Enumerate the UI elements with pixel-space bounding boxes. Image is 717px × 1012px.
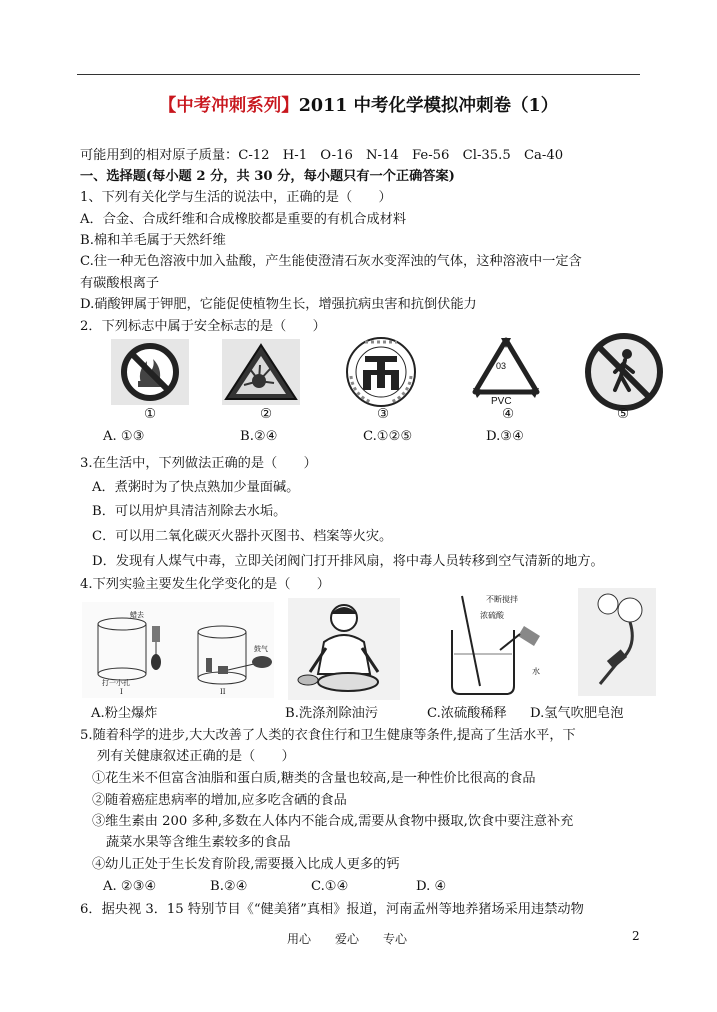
- q5-statement-4: ④幼儿正处于生长发育阶段,需要摄入比成人更多的钙: [92, 857, 400, 872]
- footer-motto-1: 用心: [287, 932, 312, 946]
- q2-label-2: ②: [260, 406, 273, 422]
- q1-option-b: B.棉和羊毛属于天然纤维: [80, 233, 226, 248]
- fig-acid-label: 浓硫酸: [480, 611, 504, 620]
- q2-option-d: D.③④: [486, 429, 524, 444]
- q2-label-1: ①: [144, 406, 157, 422]
- q2-stem: 2．下列标志中属于安全标志的是（ ）: [80, 319, 326, 334]
- q1-option-c-line2: 有碳酸根离子: [80, 276, 160, 291]
- q2-label-4: ④: [502, 406, 515, 422]
- q4-option-a: A.粉尘爆炸: [91, 706, 158, 721]
- section-heading: 一、选择题(每小题 2 分，共 30 分，每小题只有一个正确答案): [80, 169, 455, 184]
- q5-stem-line1: 5.随着科学的进步,大大改善了人类的衣食住行和卫生健康等条件,提高了生活水平，下: [80, 728, 576, 743]
- q3-stem: 3.在生活中，下列做法正确的是（ ）: [80, 456, 317, 471]
- q2-option-a: A. ①③: [103, 429, 145, 444]
- fig-air-label: 鼓气: [254, 645, 268, 653]
- q3-option-a: A．煮粥时为了快点熟加少量面碱。: [92, 480, 300, 495]
- q1-option-c-line1: C.往一种无色溶液中加入盐酸，产生能使澄清石灰水变浑浊的气体，这种溶液中一定含: [80, 254, 582, 269]
- q5-option-b: B.②④: [210, 879, 248, 894]
- title-series: 【中考冲刺系列】: [158, 96, 299, 116]
- page-number: 2: [632, 929, 640, 943]
- q1-stem: 1、下列有关化学与生活的说法中，正确的是（ ）: [80, 190, 392, 205]
- fig-roman-1: I: [120, 688, 123, 696]
- fig-candle-label: 蜡去: [130, 611, 144, 619]
- pvc-label: PVC: [491, 396, 512, 407]
- q2-label-5: ⑤: [617, 406, 630, 422]
- q5-stem-line2: 列有关健康叙述正确的是（ ）: [97, 749, 295, 764]
- q2-label-3: ③: [377, 406, 390, 422]
- fig-stir-label: 不断搅拌: [486, 595, 518, 604]
- no-pedestrian-icon: [583, 332, 665, 412]
- q2-option-c: C.①②⑤: [363, 429, 413, 444]
- footer-motto-2: 爱心: [335, 932, 360, 946]
- title-main: 2011 中考化学模拟冲刺卷（1）: [298, 96, 559, 116]
- q1-option-a: A．合金、合成纤维和合成橡胶都是重要的有机合成材料: [80, 212, 407, 227]
- explosive-warning-icon: [222, 339, 300, 405]
- header-rule: [77, 74, 640, 75]
- fig-roman-2: II: [220, 688, 226, 696]
- q1-option-d: D.硝酸钾属于钾肥，它能促使植物生长，增强抗病虫害和抗倒伏能力: [80, 297, 477, 312]
- hydrogen-bubble-figure: [578, 588, 656, 696]
- q4-option-c: C.浓硫酸稀释: [427, 706, 507, 721]
- q3-option-d: D．发现有人煤气中毒，立即关闭阀门打开排风扇，将中毒人员转移到空气清新的地方。: [92, 554, 604, 569]
- q5-statement-2: ②随着癌症患病率的增加,应多吃含硒的食品: [92, 793, 347, 808]
- q2-option-b: B.②④: [240, 429, 278, 444]
- atomic-masses: 可能用到的相对原子质量：C-12 H-1 O-16 N-14 Fe-56 Cl-35.5 Ca-40: [80, 148, 564, 163]
- q6-stem: 6．据央视 3．15 特别节目《“健美猪”真相》报道，河南孟州等地养猪场采用违禁动物: [80, 902, 584, 917]
- q4-option-b: B.洗涤剂除油污: [285, 706, 379, 721]
- footer-motto-3: 专心: [383, 932, 408, 946]
- q5-option-c: C.①④: [311, 879, 349, 894]
- dust-explosion-figure: [82, 602, 274, 698]
- q3-option-c: C．可以用二氧化碳灭火器扑灭图书、档案等火灾。: [92, 529, 393, 544]
- q5-option-d: D. ④: [416, 879, 447, 894]
- q3-option-b: B．可以用炉具清洁剂除去水垢。: [92, 504, 287, 519]
- q5-option-a: A. ②③④: [103, 879, 157, 894]
- q5-statement-1: ①花生米不但富含油脂和蛋白质,糖类的含量也较高,是一种性价比很高的食品: [92, 771, 536, 786]
- washing-figure: [288, 598, 400, 700]
- pvc-recycle-icon: [465, 334, 547, 412]
- page-title: [0, 92, 717, 117]
- green-food-seal-icon: [341, 336, 421, 408]
- no-fire-icon: [111, 339, 189, 405]
- q4-option-d: D.氢气吹肥皂泡: [530, 706, 624, 721]
- acid-dilution-figure: [440, 590, 556, 698]
- q4-stem: 4.下列实验主要发生化学变化的是（ ）: [80, 577, 330, 592]
- q5-statement-3-line1: ③维生素由 200 多种,多数在人体内不能合成,需要从食物中摄取,饮食中要注意补充: [92, 814, 574, 829]
- fig-hole-label: 打一小孔: [102, 679, 130, 687]
- fig-water-label: 水: [532, 667, 540, 676]
- q5-statement-3-line2: 蔬菜水果等含维生素较多的食品: [106, 835, 291, 850]
- pvc-code: 03: [496, 361, 507, 371]
